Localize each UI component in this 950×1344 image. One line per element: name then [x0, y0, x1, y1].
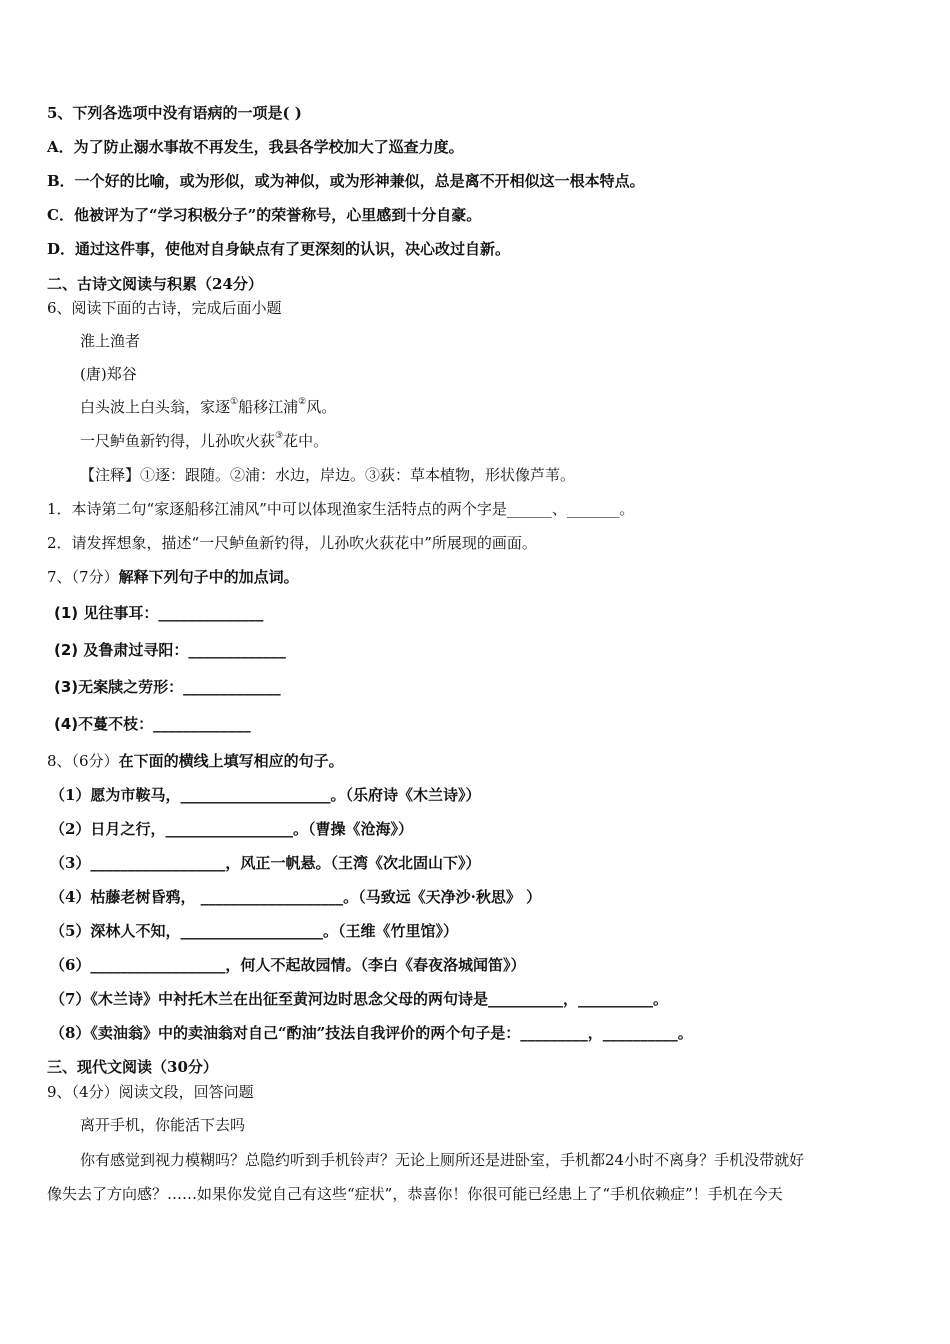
q5-option-c: C．他被评为了“学习积极分子”的荣誉称号，心里感到十分自豪。 [47, 206, 482, 224]
poem-note: 【注释】①逐：跟随。②浦：水边，岸边。③荻：草本植物，形状像芦苇。 [80, 466, 576, 484]
q7-item-3: (3)无案牍之劳形：_____________ [54, 678, 281, 696]
poem-title: 淮上渔者 [80, 332, 141, 350]
article-paragraph-line-1: 你有感觉到视力模糊吗？总隐约听到手机铃声？无论上厕所还是进卧室，手机都24小时不离身？手机没带就好 [80, 1151, 805, 1169]
q5-option-b: B．一个好的比喻，或为形似，或为神似，或为形神兼似，总是离不开相似这一根本特点。 [47, 172, 645, 190]
poem-line-2: 一尺鲈鱼新钓得，儿孙吹火荻③花中。 [80, 431, 329, 450]
q8-item-6: （6）__________________，何人不起故园情。（李白《春夜洛城闻笛》） [50, 956, 526, 974]
q7-item-2: (2) 及鲁肃过寻阳：_____________ [54, 641, 286, 659]
q8-item-8: （8）《卖油翁》中的卖油翁对自己“酌油”技法自我评价的两个句子是：_________，__________。 [50, 1024, 693, 1042]
article-paragraph-line-2: 像失去了方向感？……如果你发觉自己有这些“症状”，恭喜你！你很可能已经患上了“手机依赖症”！手机在今天 [47, 1185, 783, 1203]
q8-item-2: （2）日月之行，_________________。（曹操《沧海》） [50, 820, 413, 838]
section2-heading: 二、古诗文阅读与积累（24分） [47, 275, 263, 293]
q7-item-1: (1) 见往事耳：______________ [54, 604, 264, 622]
poem-line-1: 白头波上白头翁，家逐①船移江浦②风。 [80, 397, 337, 416]
q9-stem: 9、（4分）阅读文段，回答问题 [47, 1083, 254, 1101]
q8-item-4: （4）枯藤老树昏鸦， ___________________。（马致远《天净沙·秋思》 ） [50, 888, 542, 906]
q6-stem: 6、阅读下面的古诗，完成后面小题 [47, 299, 282, 317]
q7-item-4: (4)不蔓不枝：_____________ [54, 715, 251, 733]
q8-item-3: （3）__________________，风正一帆悬。（王湾《次北固山下》） [50, 854, 481, 872]
section3-heading: 三、现代文阅读（30分） [47, 1058, 218, 1076]
q8-item-1: （1）愿为市鞍马，____________________。（乐府诗《木兰诗》） [50, 786, 481, 804]
footnote-marker-3: ③ [275, 431, 284, 441]
footnote-marker-2: ② [298, 397, 307, 407]
q8-item-7: （7）《木兰诗》中衬托木兰在出征至黄河边时思念父母的两句诗是__________，__________。 [50, 990, 668, 1008]
q7-stem: 7、（7分）解释下列句子中的加点词。 [47, 568, 299, 586]
q5-stem: 5、下列各选项中没有语病的一项是( ) [47, 104, 302, 122]
q5-option-d: D．通过这件事，使他对自身缺点有了更深刻的认识，决心改过自新。 [47, 240, 511, 258]
footnote-marker-1: ① [230, 397, 239, 407]
poem-author: (唐)郑谷 [80, 365, 137, 383]
q6-sub-1: 1．本诗第二句“家逐船移江浦风”中可以体现渔家生活特点的两个字是______、_______。 [47, 500, 635, 518]
article-title: 离开手机，你能活下去吗 [80, 1116, 246, 1134]
q5-option-a: A．为了防止溺水事故不再发生，我县各学校加大了巡查力度。 [47, 138, 464, 156]
q8-item-5: （5）深林人不知，___________________。（王维《竹里馆》） [50, 922, 458, 940]
q6-sub-2: 2．请发挥想象，描述“一尺鲈鱼新钓得，儿孙吹火荻花中”所展现的画面。 [47, 534, 537, 552]
q8-stem: 8、（6分）在下面的横线上填写相应的句子。 [47, 752, 344, 770]
